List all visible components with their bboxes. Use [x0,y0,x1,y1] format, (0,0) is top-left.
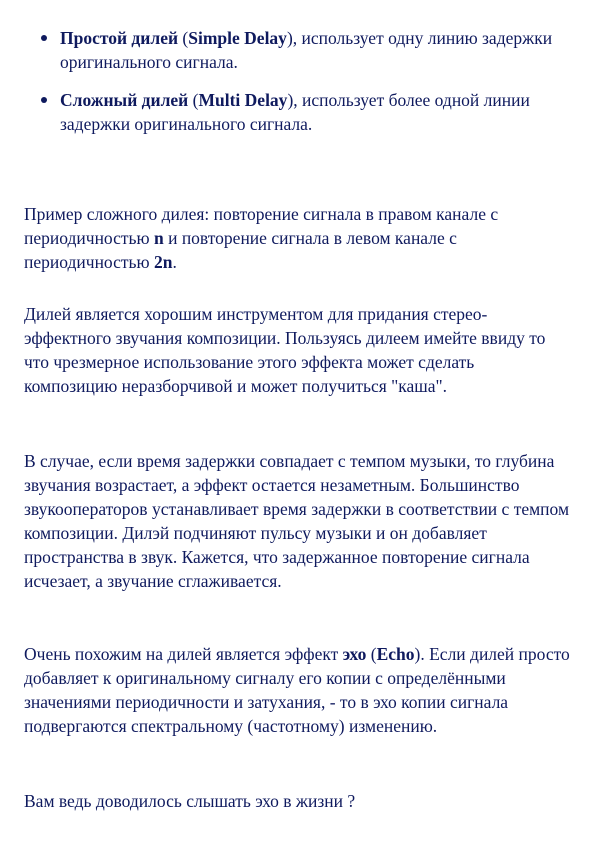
example-text-3: . [172,252,177,272]
term-echo-english: Echo [376,644,415,664]
paren-close: ) [287,90,294,110]
list-item-multi-delay [38,88,558,136]
example-text-2: и повторение сигнала в левом канале с периодичностью [24,228,457,272]
question-paragraph: Вам ведь доводилось слышать эхо в жизни ? [24,791,356,811]
term-multi-delay-english: Multi Delay [198,90,288,110]
period-n: n [153,228,164,248]
example-text-1: Пример сложного дилея: повторение сигнала в правом канале с периодичностью [24,204,499,248]
paren-close: ) [414,644,421,664]
term-simple-delay-english: Simple Delay [188,28,287,48]
bullet-icon [41,97,47,103]
paren-open: ( [178,28,189,48]
example-paragraph [24,202,570,274]
echo-text-2: . Если дилей просто добавляет к оригинальному сигналу его копии с определёнными значениями периодичности и затухания, - то в эхо копии сигнала подвергаются спектральному (частотному) изменению. [24,644,570,736]
term-multi-delay: Сложный дилей [60,90,189,110]
period-2n: 2n [153,252,173,272]
paren-open: ( [366,644,377,664]
stereo-paragraph: Дилей является хорошим инструментом для придания стерео-эффектного звучания композиции. Пользуясь дилеем имейте ввиду то что чрезмерное использование этого эффекта может сделать композицию неразборчивой и может получиться "каша". [24,304,546,396]
simple-delay-description: , использует одну линию задержки оригинального сигнала. [60,28,553,72]
tempo-paragraph: В случае, если время задержки совпадает с темпом музыки, то глубина звучания возрастает, а эффект остается незаметным. Большинство звукооператоров устанавливает время задержки в соответствии с темпом композиции. Дилэй подчиняют пульсу музыки и он добавляет пространства в звук. Кажется, что задержанное повторение сигнала исчезает, а звучание сглаживается. [24,451,570,591]
echo-text-1: Очень похожим на дилей является эффект [24,644,343,664]
delay-types-list [38,26,558,150]
bullet-icon [41,35,47,41]
list-item-simple-delay [38,26,558,74]
paren-open: ( [188,90,199,110]
multi-delay-description: , использует более одной линии задержки оригинального сигнала. [60,90,530,134]
term-simple-delay: Простой дилей [60,28,179,48]
paren-close: ) [286,28,293,48]
term-echo: эхо [342,644,367,664]
echo-paragraph [24,642,570,738]
